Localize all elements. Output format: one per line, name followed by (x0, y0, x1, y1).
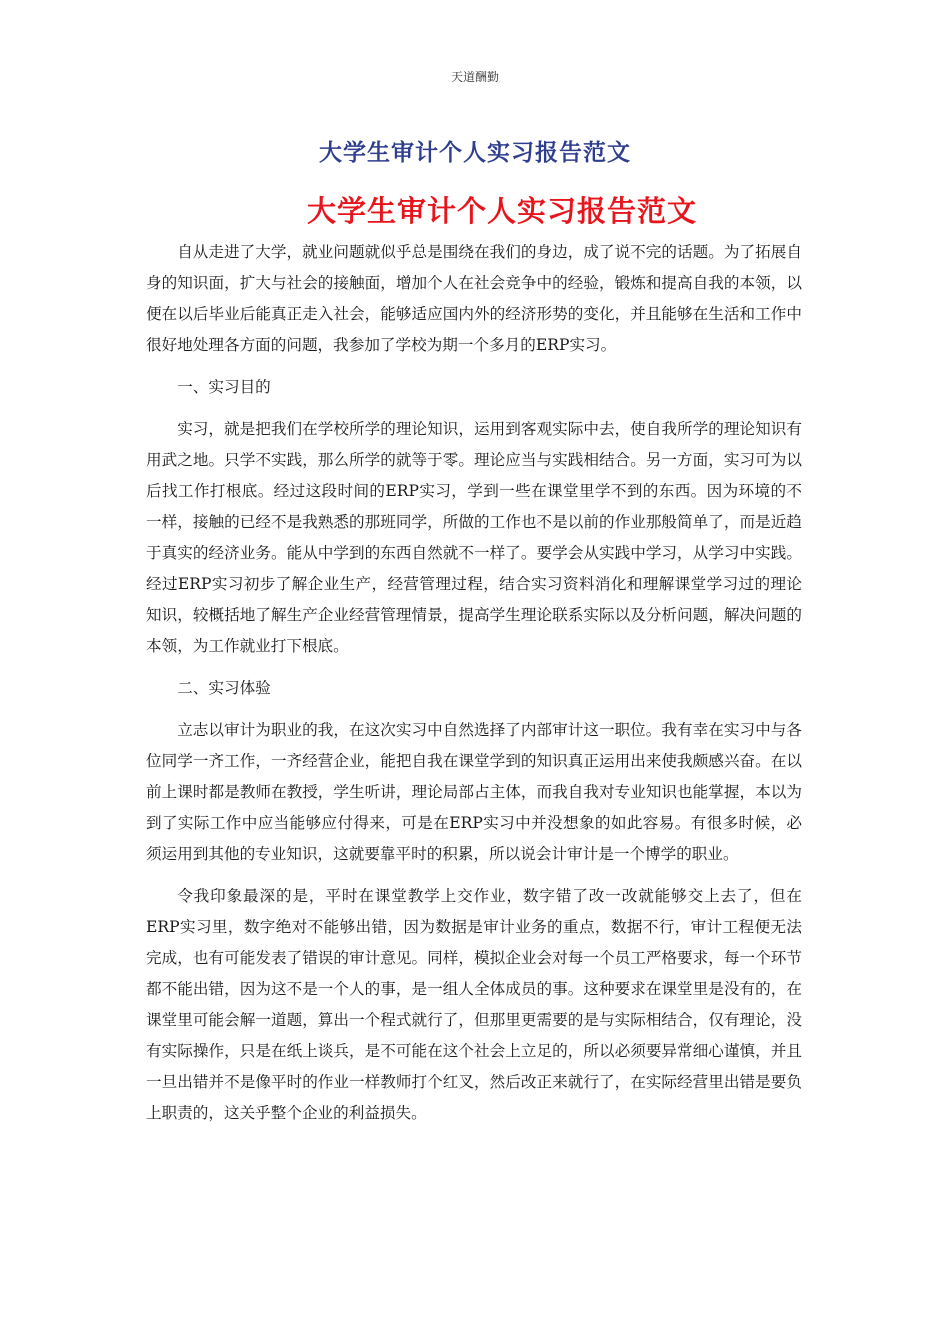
paragraph-purpose: 实习，就是把我们在学校所学的理论知识，运用到客观实际中去，使自我所学的理论知识有用武之地。只学不实践，那么所学的就等于零。理论应当与实践相结合。另一方面，实习可为以后找工作打根底。经过这段时间的ERP实习，学到一些在课堂里学不到的东西。因为环境的不一样，接触的已经不是我熟悉的那班同学，所做的工作也不是以前的作业那般简单了，而是近趋于真实的经济业务。能从中学到的东西自然就不一样了。要学会从实践中学习，从学习中实践。经过ERP实习初步了解企业生产，经营管理过程，结合实习资料消化和理解课堂学习过的理论知识，较概括地了解生产企业经营管理情景，提高学生理论联系实际以及分析问题，解决问题的本领，为工作就业打下根底。 (146, 420, 802, 655)
section-heading-purpose: 一、实习目的 (177, 378, 271, 396)
document-title-primary: 大学生审计个人实习报告范文 (319, 140, 631, 166)
document-title-secondary: 大学生审计个人实习报告范文 (306, 194, 697, 228)
paragraph-experience-2: 令我印象最深的是，平时在课堂教学上交作业，数字错了改一改就能够交上去了，但在ERP实习里，数字绝对不能够出错，因为数据是审计业务的重点，数据不行，审计工程便无法完成，也有可能发表了错误的审计意见。同样，模拟企业会对每一个员工严格要求，每一个环节都不能出错，因为这不是一个人的事，是一组人全体成员的事。这种要求在课堂里是没有的，在课堂里可能会解一道题，算出一个程式就行了，但那里更需要的是与实际相结合，仅有理论，没有实际操作，只是在纸上谈兵，是不可能在这个社会上立足的，所以必须要异常细心谨慎，并且一旦出错并不是像平时的作业一样教师打个红叉，然后改正来就行了，在实际经营里出错是要负上职责的，这关乎整个企业的利益损失。 (146, 887, 802, 1122)
document-body (146, 237, 802, 1129)
paragraph-intro: 自从走进了大学，就业问题就似乎总是围绕在我们的身边，成了说不完的话题。为了拓展自身的知识面，扩大与社会的接触面，增加个人在社会竞争中的经验，锻炼和提高自我的本领，以便在以后毕业后能真正走入社会，能够适应国内外的经济形势的变化，并且能够在生活和工作中很好地处理各方面的问题，我参加了学校为期一个多月的ERP实习。 (146, 243, 802, 354)
running-header: 天道酬勤 (450, 70, 499, 84)
section-heading-experience: 二、实习体验 (177, 679, 271, 697)
paragraph-experience-1: 立志以审计为职业的我，在这次实习中自然选择了内部审计这一职位。我有幸在实习中与各位同学一齐工作，一齐经营企业，能把自我在课堂学到的知识真正运用出来使我颇感兴奋。在以前上课时都是教师在教授，学生听讲，理论局部占主体，而我自我对专业知识也能掌握，本以为到了实际工作中应当能够应付得来，可是在ERP实习中并没想象的如此容易。有很多时候，必须运用到其他的专业知识，这就要靠平时的积累，所以说会计审计是一个博学的职业。 (146, 721, 802, 863)
